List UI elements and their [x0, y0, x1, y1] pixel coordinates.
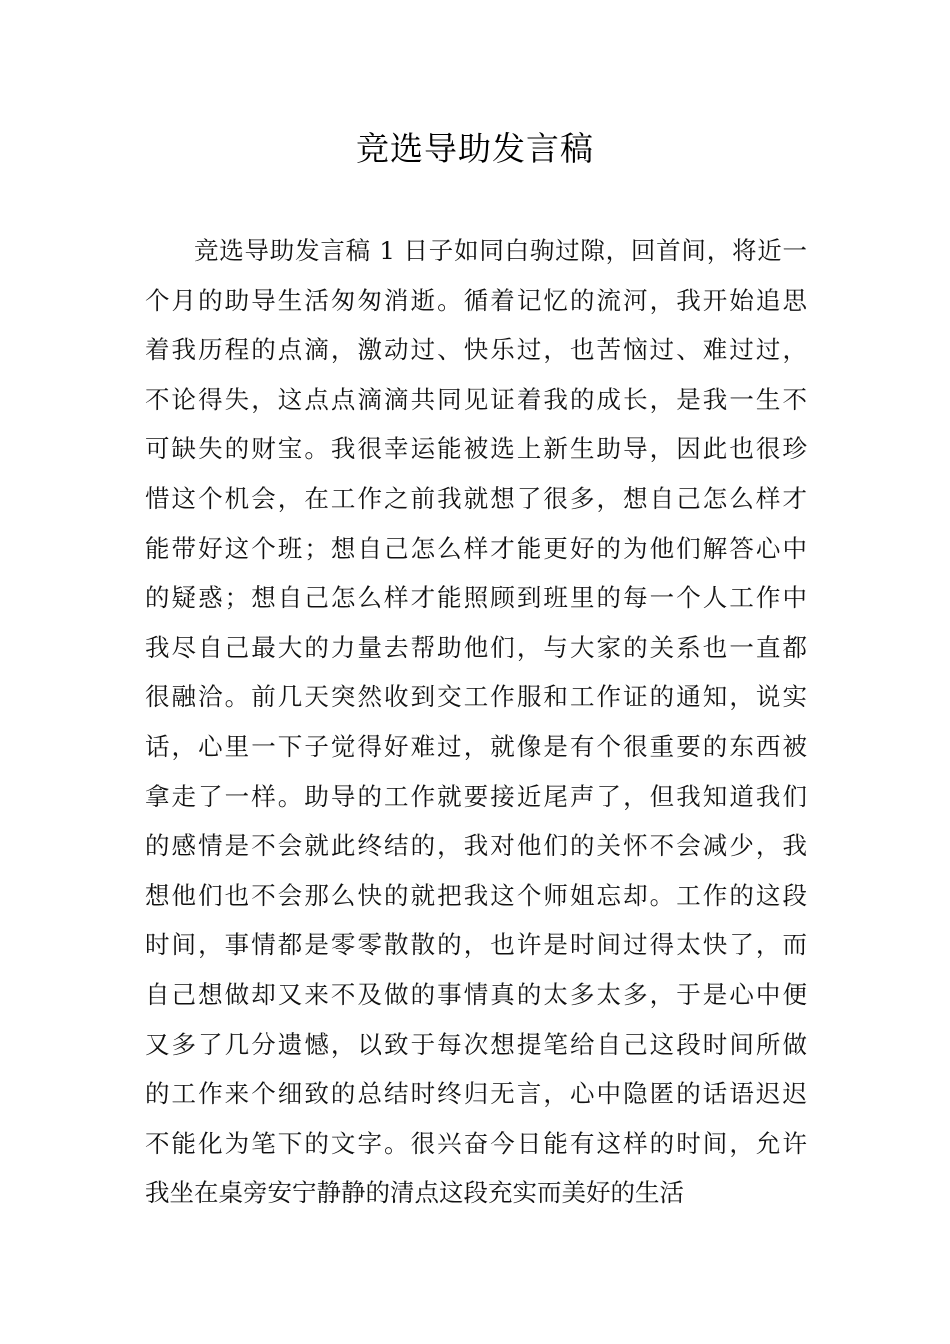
body-line: 能带好这个班；想自己怎么样才能更好的为他们解答心中	[145, 533, 807, 563]
body-line: 自己想做却又来不及做的事情真的太多太多，于是心中便	[145, 979, 807, 1009]
body-line: 的工作来个细致的总结时终归无言，心中隐匿的话语迟迟	[145, 1079, 807, 1109]
body-line: 时间，事情都是零零散散的，也许是时间过得太快了，而	[145, 930, 807, 960]
body-line: 着我历程的点滴，激动过、快乐过，也苦恼过、难过过，	[145, 335, 807, 365]
body-line: 想他们也不会那么快的就把我这个师姐忘却。工作的这段	[145, 880, 807, 910]
body-line: 我尽自己最大的力量去帮助他们，与大家的关系也一直都	[145, 632, 807, 662]
body-line: 又多了几分遗憾，以致于每次想提笔给自己这段时间所做	[145, 1029, 807, 1059]
body-line: 个月的助导生活匆匆消逝。循着记忆的流河，我开始追思	[145, 285, 807, 315]
document-title: 竞选导助发言稿	[356, 129, 594, 168]
body-line: 不论得失，这点点滴滴共同见证着我的成长，是我一生不	[145, 384, 807, 414]
document-body	[145, 226, 807, 1218]
body-line: 话，心里一下子觉得好难过，就像是有个很重要的东西被	[145, 731, 807, 761]
body-line: 的感情是不会就此终结的，我对他们的关怀不会减少，我	[145, 831, 807, 861]
body-line: 惜这个机会，在工作之前我就想了很多，想自己怎么样才	[145, 483, 807, 513]
body-line: 不能化为笔下的文字。很兴奋今日能有这样的时间，允许	[145, 1128, 807, 1158]
body-line: 很融洽。前几天突然收到交工作服和工作证的通知，说实	[145, 682, 807, 712]
body-line: 竞选导助发言稿 1 日子如同白驹过隙，回首间，将近一	[194, 236, 807, 265]
body-line: 的疑惑；想自己怎么样才能照顾到班里的每一个人工作中	[145, 583, 807, 613]
body-line: 我坐在桌旁安宁静静的清点这段充实而美好的生活	[145, 1178, 684, 1208]
body-line: 可缺失的财宝。我很幸运能被选上新生助导，因此也很珍	[145, 434, 807, 464]
body-line: 拿走了一样。助导的工作就要接近尾声了，但我知道我们	[145, 781, 807, 811]
